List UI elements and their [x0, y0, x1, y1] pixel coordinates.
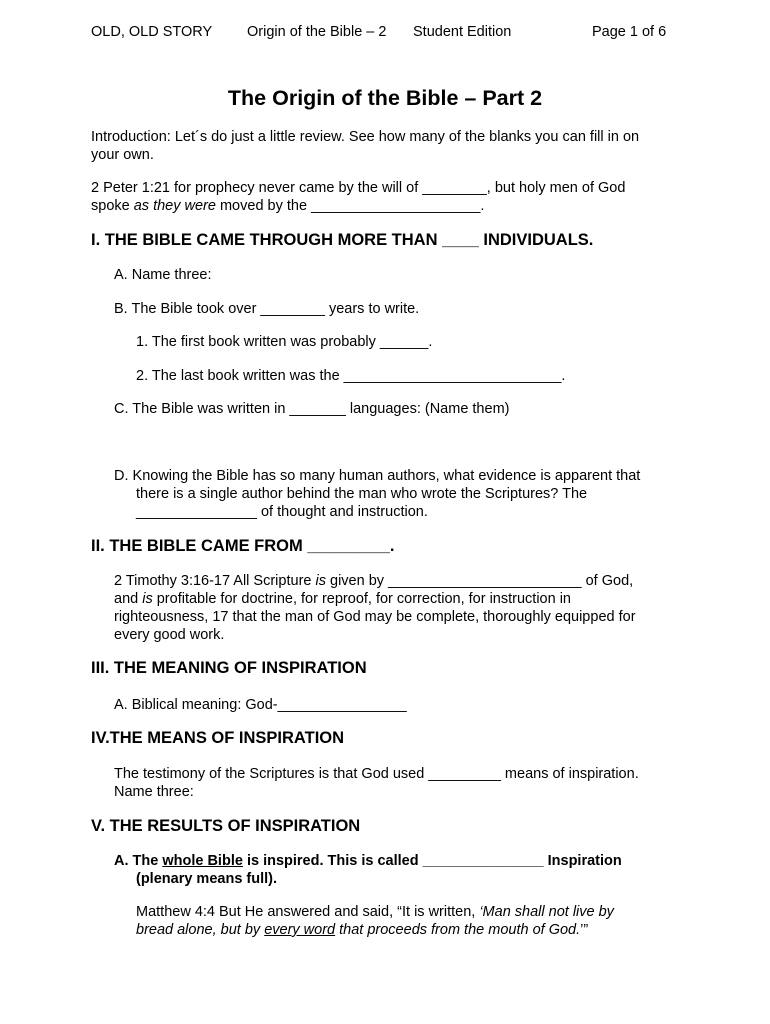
timothy-l1-post: given by ________________________ of God, — [325, 573, 634, 589]
matthew-l1-italic: ‘Man shall not live by — [479, 904, 614, 920]
peter-line2-italic: as they were — [133, 198, 216, 214]
matthew-l2-end: ’” — [580, 922, 589, 938]
timothy-verse-line-4: every good work. — [114, 627, 225, 643]
timothy-l2-post: profitable for doctrine, for reproof, for correction, for instruction in — [152, 591, 571, 607]
section-1-item-d-line-2: there is a single author behind the man who wrote the Scriptures? The — [136, 486, 588, 502]
section-1-item-b1: 1. The first book written was probably ______. — [136, 334, 433, 350]
header-left: OLD, OLD STORY — [91, 24, 213, 40]
matthew-l2-pre: bread alone, but by — [136, 922, 265, 938]
timothy-l1-pre: 2 Timothy 3:16-17 All Scripture — [114, 573, 316, 589]
matthew-verse-line-1 — [136, 903, 614, 921]
matthew-l1-pre: Matthew 4:4 But He answered and said, “It is written, — [136, 904, 480, 920]
peter-verse-line-1: 2 Peter 1:21 for prophecy never came by the will of ________, but holy men of God — [91, 180, 626, 196]
peter-line2-pre: spoke — [91, 198, 134, 214]
section-1-item-a: A. Name three: — [114, 267, 212, 283]
peter-verse-line-2 — [91, 197, 484, 215]
timothy-l2-italic: is — [142, 591, 153, 607]
section-1-heading: I. THE BIBLE CAME THROUGH MORE THAN ____ INDIVIDUALS. — [91, 231, 594, 249]
section-1-item-b: B. The Bible took over ________ years to write. — [114, 301, 420, 317]
section-3-item-a: A. Biblical meaning: God-________________ — [114, 697, 407, 713]
timothy-verse-line-3: righteousness, 17 that the man of God may be complete, thoroughly equipped for — [114, 609, 636, 625]
intro-line-2: your own. — [91, 147, 154, 163]
section-1-item-b2: 2. The last book written was the ___________________________. — [136, 368, 566, 384]
matthew-l2-underlined: every word — [264, 922, 336, 938]
section-3-heading: III. THE MEANING OF INSPIRATION — [91, 659, 367, 677]
page-title: The Origin of the Bible – Part 2 — [227, 86, 543, 110]
section-1-item-d-line-1: D. Knowing the Bible has so many human authors, what evidence is apparent that — [114, 468, 641, 484]
section-5-item-a-line-2: (plenary means full). — [136, 871, 278, 887]
section-2-heading: II. THE BIBLE CAME FROM _________. — [91, 537, 395, 555]
section-1-item-c: C. The Bible was written in _______ languages: (Name them) — [114, 401, 510, 417]
peter-line2-post: moved by the _____________________. — [215, 198, 485, 214]
section-5-heading: V. THE RESULTS OF INSPIRATION — [91, 817, 361, 835]
section-5-item-a-line-1 — [114, 852, 622, 870]
intro-line-1: Introduction: Let´s do just a little review. See how many of the blanks you can fill in on — [91, 129, 640, 145]
results-a-post: is inspired. This is called _______________ Inspiration — [242, 853, 622, 869]
section-1-item-d-line-3: _______________ of thought and instruction. — [136, 504, 428, 520]
section-4-line-2: Name three: — [114, 784, 194, 800]
timothy-verse-line-1 — [114, 572, 633, 590]
header-edition: Student Edition — [413, 24, 512, 40]
section-4-heading: IV.THE MEANS OF INSPIRATION — [91, 729, 345, 747]
results-a-pre: A. The — [114, 853, 163, 869]
results-a-underlined: whole Bible — [162, 853, 243, 869]
header-page-number: Page 1 of 6 — [592, 24, 667, 40]
matthew-l2-post: that proceeds from the mouth of God. — [335, 922, 581, 938]
timothy-verse-line-2 — [114, 590, 571, 608]
timothy-l2-pre: and — [114, 591, 143, 607]
matthew-verse-line-2 — [136, 921, 588, 939]
timothy-l1-italic: is — [315, 573, 326, 589]
header-center: Origin of the Bible – 2 — [247, 24, 387, 40]
section-4-line-1: The testimony of the Scriptures is that God used _________ means of inspiration. — [114, 766, 639, 782]
